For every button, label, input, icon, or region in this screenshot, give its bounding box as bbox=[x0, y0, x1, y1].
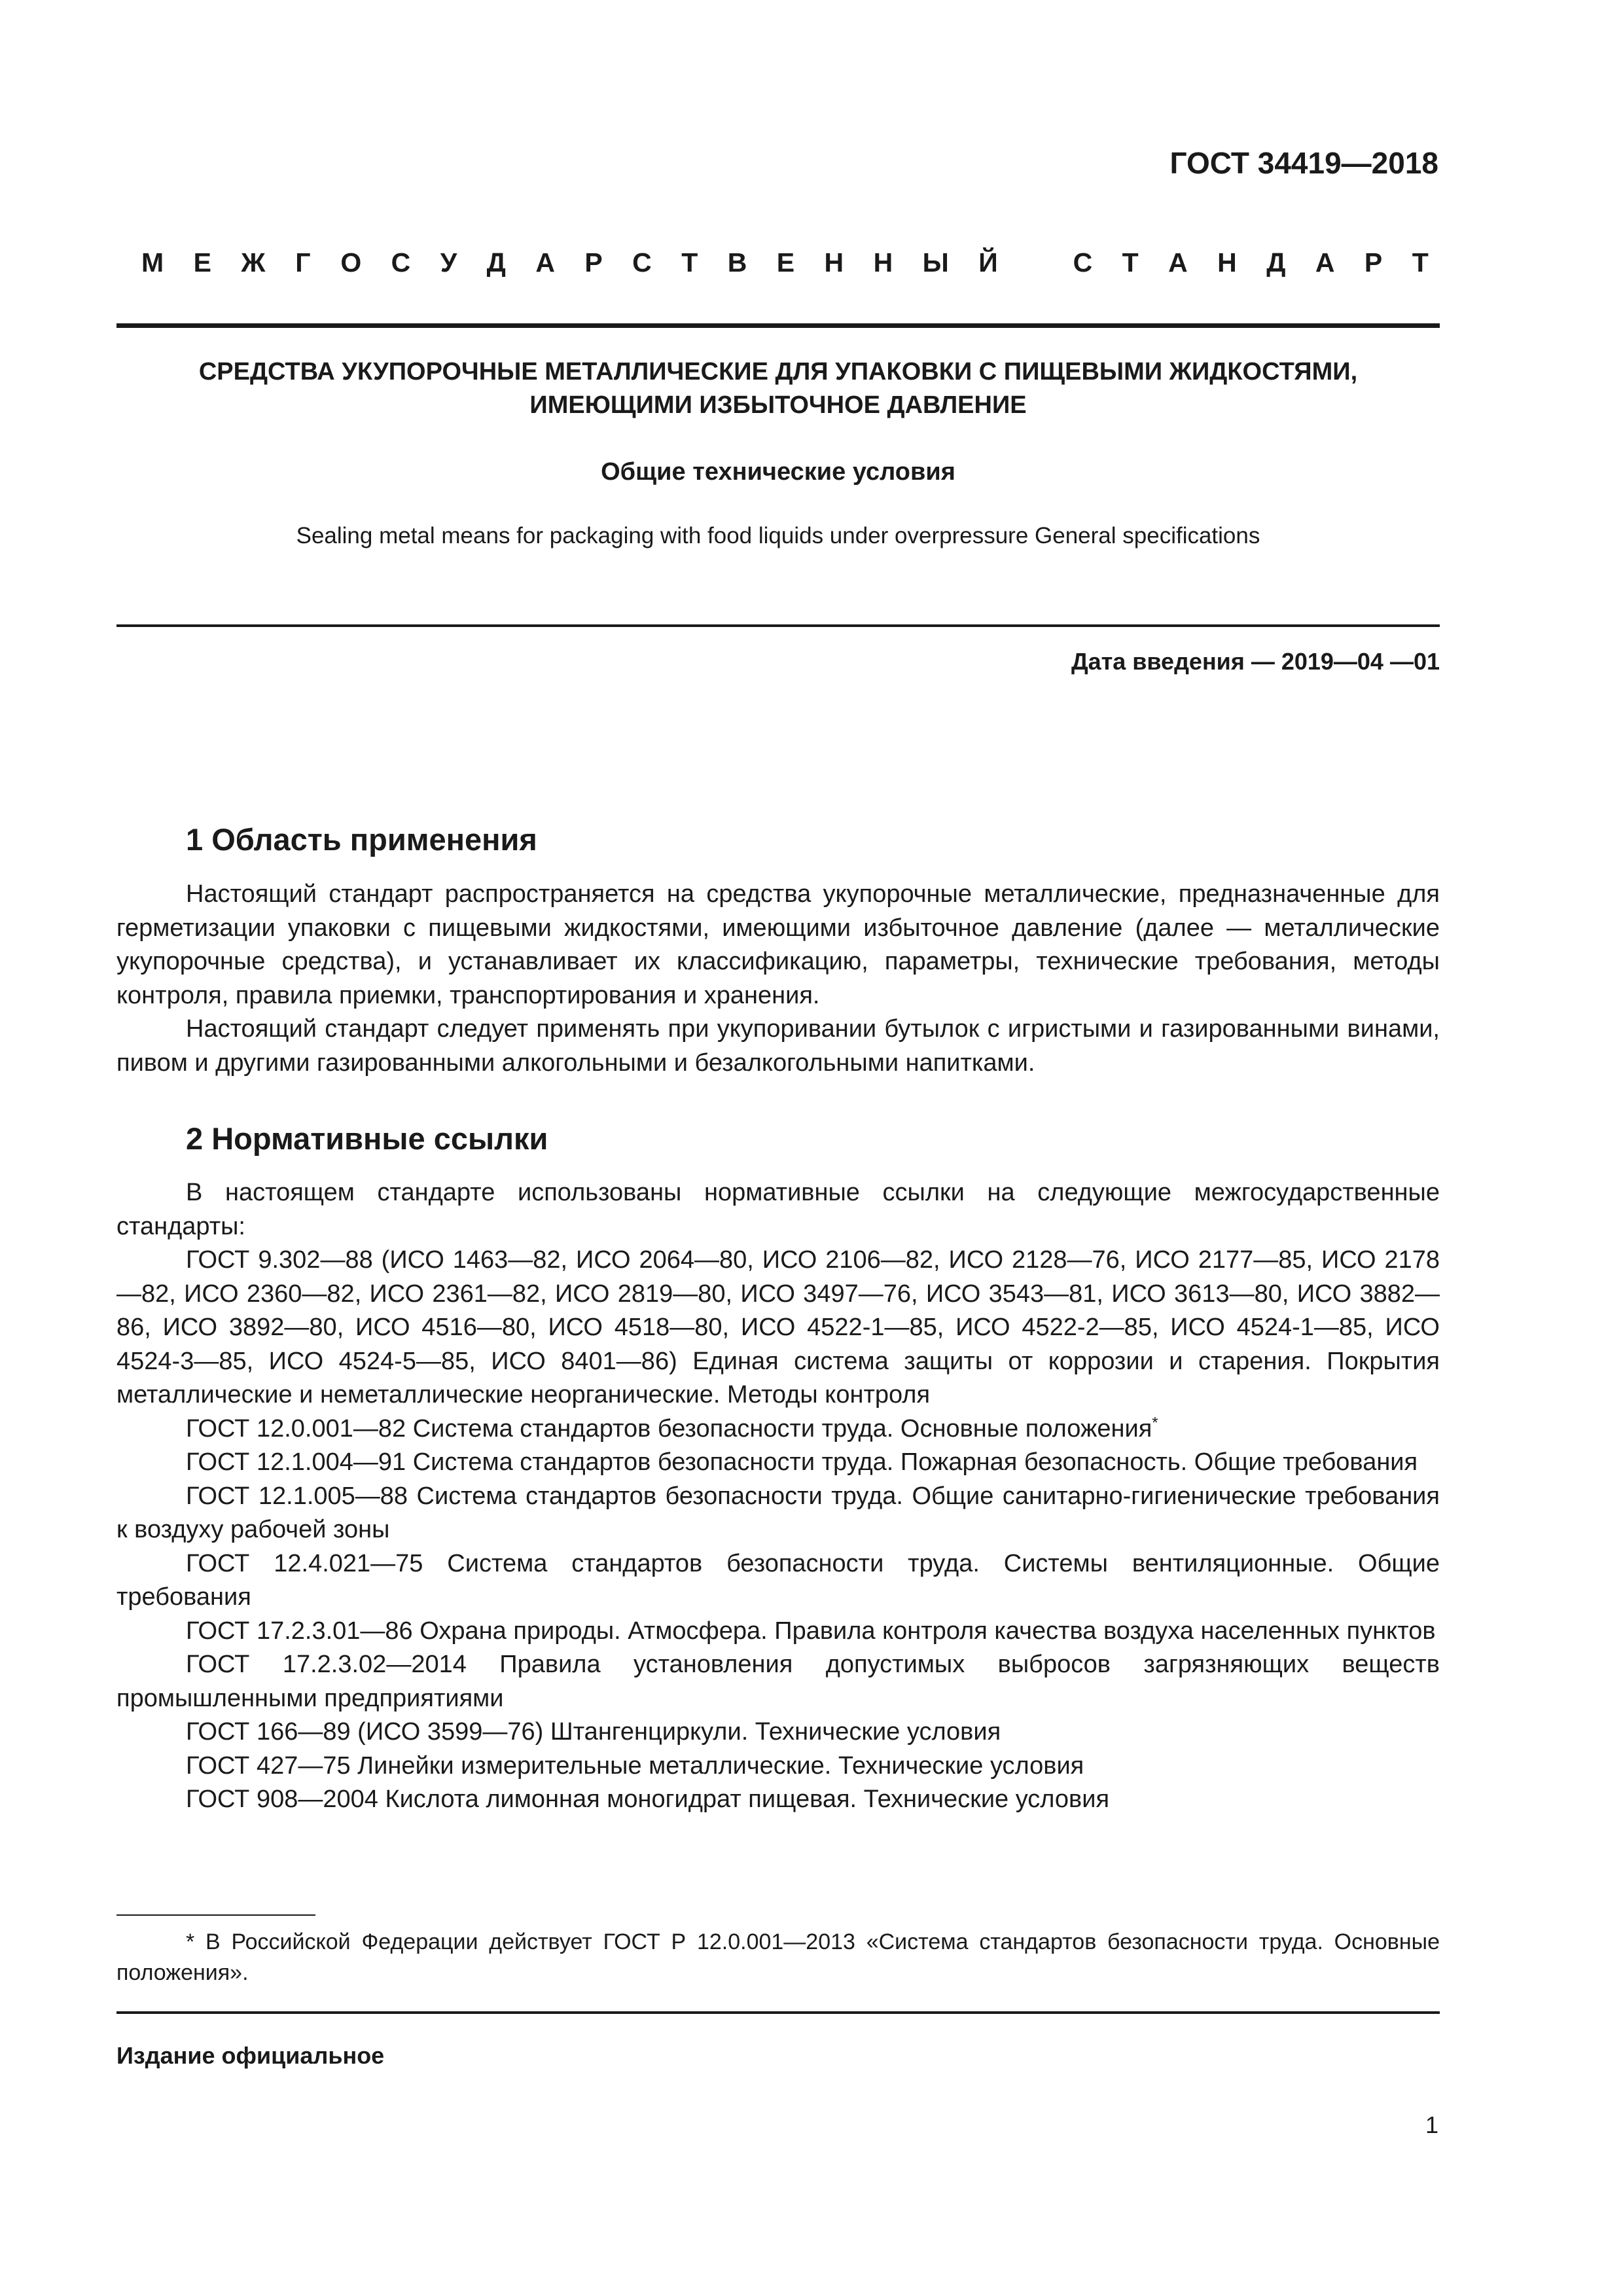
standard-kind-letter: Р bbox=[1364, 247, 1383, 278]
standard-kind-letter: Д bbox=[486, 247, 506, 278]
document-title-line-1: СРЕДСТВА УКУПОРОЧНЫЕ МЕТАЛЛИЧЕСКИЕ ДЛЯ УПАКОВКИ С ПИЩЕВЫМИ ЖИДКОСТЯМИ, bbox=[198, 358, 1358, 386]
document-subtitle: Общие технические условия bbox=[601, 458, 955, 486]
normative-reference: ГОСТ 12.1.004—91 Система стандартов безопасности труда. Пожарная безопасность. Общие требования bbox=[186, 1448, 1418, 1476]
standard-kind-letter: Т bbox=[1122, 247, 1139, 278]
standard-kind-letter: Н bbox=[824, 247, 844, 278]
standard-kind-letter: Г bbox=[295, 247, 311, 278]
title-divider bbox=[116, 624, 1440, 627]
paragraph: Настоящий стандарт следует применять при укупоривании бутылок с игристыми и газированными винами, пивом и другими газированными алкогольными и безалкогольными напитками. bbox=[116, 1015, 1440, 1077]
normative-reference-text: ГОСТ 12.0.001—82 Система стандартов безопасности труда. Основные положения bbox=[186, 1414, 1152, 1443]
top-divider bbox=[116, 323, 1440, 328]
section-1-body bbox=[116, 878, 1440, 1080]
footnote: * В Российской Федерации действует ГОСТ Р 12.0.001—2013 «Система стандартов безопасности труда. Основные положения». bbox=[116, 1929, 1440, 1985]
standard-kind-letter: Р bbox=[584, 247, 603, 278]
section-2-body bbox=[116, 1176, 1440, 1817]
normative-reference: ГОСТ 12.4.021—75 Система стандартов безопасности труда. Системы вентиляционные. Общие требования bbox=[116, 1549, 1440, 1611]
section-1-heading: 1 Область применения bbox=[186, 822, 537, 857]
normative-reference: ГОСТ 17.2.3.01—86 Охрана природы. Атмосфера. Правила контроля качества воздуха населенных пунктов bbox=[186, 1617, 1436, 1645]
normative-reference: ГОСТ 17.2.3.02—2014 Правила установления допустимых выбросов загрязняющих веществ промышленными предприятиями bbox=[116, 1651, 1440, 1712]
document-title bbox=[116, 355, 1440, 422]
section-2-heading: 2 Нормативные ссылки bbox=[186, 1121, 548, 1156]
standard-kind-heading bbox=[141, 247, 1429, 278]
standard-kind-letter: О bbox=[340, 247, 362, 278]
standard-kind-letter: Й bbox=[978, 247, 998, 278]
standard-kind-letter: Е bbox=[776, 247, 795, 278]
normative-reference: ГОСТ 166—89 (ИСО 3599—76) Штангенциркули. Технические условия bbox=[186, 1718, 1001, 1746]
standard-kind-letter: С bbox=[632, 247, 652, 278]
document-title-line-2: ИМЕЮЩИМИ ИЗБЫТОЧНОЕ ДАВЛЕНИЕ bbox=[529, 391, 1027, 419]
standard-kind-letter: Е bbox=[193, 247, 211, 278]
standard-kind-letter: М bbox=[141, 247, 164, 278]
normative-reference: ГОСТ 427—75 Линейки измерительные металлические. Технические условия bbox=[186, 1751, 1084, 1780]
paragraph: Настоящий стандарт распространяется на средства укупорочные металлические, предназначенные для герметизации упаковки с пищевыми жидкостями, имеющими избыточное давление (далее — металлические укупорочные средства), и устанавливает их классификацию, параметры, технические требования, методы контроля, правила приемки, транспортирования и хранения. bbox=[116, 880, 1440, 1009]
standard-kind-letter: С bbox=[1073, 247, 1093, 278]
edition-label: Издание официальное bbox=[116, 2042, 385, 2069]
standard-kind-letter: Ж bbox=[241, 247, 266, 278]
standard-kind-letter bbox=[1027, 247, 1043, 278]
normative-reference: ГОСТ 12.1.005—88 Система стандартов безопасности труда. Общие санитарно-гигиенические требования к воздуху рабочей зоны bbox=[116, 1482, 1440, 1543]
footnote-divider bbox=[116, 1914, 315, 1916]
standard-kind-letter: Т bbox=[1412, 247, 1429, 278]
standard-kind-letter: Н bbox=[1217, 247, 1237, 278]
standard-kind-letter: А bbox=[1168, 247, 1188, 278]
page-number: 1 bbox=[1425, 2111, 1438, 2138]
bottom-divider bbox=[116, 2011, 1440, 2014]
standard-kind-letter: Д bbox=[1266, 247, 1286, 278]
paragraph: В настоящем стандарте использованы нормативные ссылки на следующие межгосударственные стандарты: bbox=[116, 1179, 1440, 1240]
normative-reference bbox=[116, 1412, 1440, 1446]
english-title: Sealing metal means for packaging with food liquids under overpressure General specifications bbox=[296, 523, 1260, 548]
normative-reference: ГОСТ 908—2004 Кислота лимонная моногидрат пищевая. Технические условия bbox=[186, 1785, 1110, 1813]
standard-kind-letter: С bbox=[391, 247, 411, 278]
footnote-marker: * bbox=[1152, 1413, 1158, 1431]
standard-number: ГОСТ 34419—2018 bbox=[1169, 146, 1438, 180]
standard-kind-letter: Т bbox=[681, 247, 698, 278]
standard-kind-letter: А bbox=[535, 247, 555, 278]
standard-kind-letter: Ы bbox=[922, 247, 949, 278]
normative-reference: ГОСТ 9.302—88 (ИСО 1463—82, ИСО 2064—80, ИСО 2106—82, ИСО 2128—76, ИСО 2177—85, ИСО 2178—82, ИСО 2360—82, ИСО 2361—82, ИСО 2819—80, ИСО 3497—76, ИСО 3543—81, ИСО 3613—80, ИСО 3882—86, ИСО 3892—80, ИСО 4516—80, ИСО 4518—80, ИСО 4522-1—85, ИСО 4522-2—85, ИСО 4524-1—85, ИСО 4524-3—85, ИСО 4524-5—85, ИСО 8401—86) Единая система защиты от коррозии и старения. Покрытия металлические и неметаллические неорганические. Методы контроля bbox=[116, 1246, 1440, 1408]
standard-kind-letter: А bbox=[1315, 247, 1335, 278]
introduction-date: Дата введения — 2019—04 —01 bbox=[1071, 648, 1440, 675]
standard-kind-letter: Н bbox=[873, 247, 893, 278]
standard-kind-letter: В bbox=[727, 247, 747, 278]
standard-kind-letter: У bbox=[440, 247, 457, 278]
